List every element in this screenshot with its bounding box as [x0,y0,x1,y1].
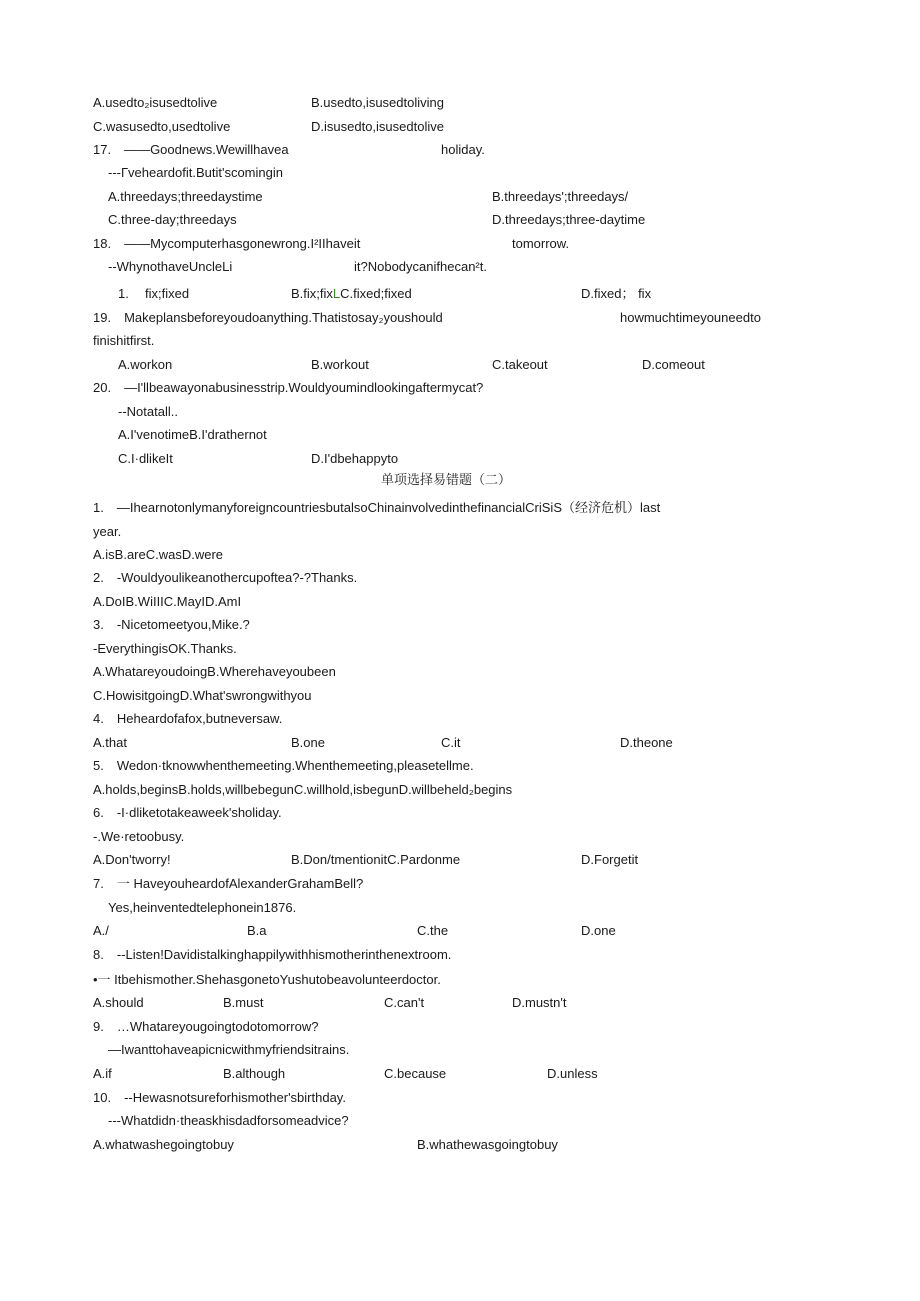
s-question-9-option-c: C.because [384,1066,447,1081]
question-18-reply-end: it?Nobodycanifhecan²t. [354,259,487,274]
s-question-10-option-b: B.whathewasgoingtobuy [417,1137,558,1152]
s-question-5-stem: 5. Wedon·tknowwhenthemeeting.Whenthemeeting,pleasetellme. [93,758,474,773]
question-18-reply: --WhynothaveUncleLi [108,259,233,274]
s-question-9-option-d: D.unless [547,1066,598,1081]
s-question-10-stem: 10. --Hewasnotsureforhismother'sbirthday. [93,1090,346,1105]
s-question-2-options: A.DoIB.WiIIIC.MayID.AmI [93,594,242,609]
question-17-stem: 17. ——Goodnews.Wewillhavea [93,142,289,157]
option-c-text: C.fixed;fixed [340,286,412,301]
s-question-10-reply: ---Whatdidn·theaskhisdadforsomeadvice? [108,1113,349,1128]
question-20-options-ab: A.I'venotimeB.I'drathernot [118,427,267,442]
question-18-option-b [291,286,412,302]
question-18-number: 1. [118,286,129,301]
question-19-option-a: A.workon [118,357,173,372]
question-20-option-d: D.I'dbehappyto [311,451,399,466]
s-question-2-stem: 2. -Wouldyoulikeanothercupoftea?-?Thanks. [93,570,358,585]
s-question-5-options: A.holds,beginsB.holds,willbebegunC.willhold,isbegunD.willbeheld₂begins [93,782,513,797]
question-19-option-b: B.workout [311,357,369,372]
s-question-3-options-cd: C.HowisitgoingD.What'swrongwithyou [93,688,312,703]
question-20-stem: 20. —I'llbeawayonabusinesstrip.Wouldyoumindlookingaftermycat? [93,380,484,395]
s-question-8-stem: 8. --Listen!Davidistalkinghappilywithhismotherinthenextroom. [93,947,452,962]
s-question-7-option-c: C.the [417,923,449,938]
question-17-option-a: A.threedays;threedaystime [108,189,263,204]
s-question-1-stem-cont: year. [93,524,122,539]
s-question-9-option-b: B.although [223,1066,286,1081]
question-17-option-c: C.three-day;threedays [108,212,237,227]
question-19-stem: 19. Makeplansbeforeyoudoanything.Thatistosay₂youshould [93,310,443,325]
s-question-7-option-b: B.a [247,923,267,938]
s-question-8-reply: •一 Itbehismother.ShehasgonetoYushutobeavolunteerdoctor. [93,972,441,987]
s-question-10-option-a: A.whatwashegoingtobuy [93,1137,234,1152]
s-question-6-options-bc: B.Don/tmentionitC.Pardonme [291,852,461,867]
section-title: 单项选择易错题（二） [381,473,512,488]
s-question-9-option-a: A.if [93,1066,112,1081]
s-question-4-option-c: C.it [441,735,461,750]
s-question-4-option-d: D.theone [620,735,673,750]
question-17-option-d: D.threedays;three-daytime [492,212,646,227]
s-question-3-options-ab: A.WhatareyoudoingB.Wherehaveyoubeen [93,664,336,679]
s-question-7-reply: Yes,heinventedtelephonein1876. [108,900,297,915]
question-20-reply: --Notatall.. [118,404,178,419]
s-question-4-option-a: A.that [93,735,127,750]
question-19-stem-cont: finishitfirst. [93,333,155,348]
option-a: A.usedto₂isusedtolive [93,95,218,110]
question-18-option-a: fix;fixed [145,286,190,301]
question-17-reply: ---Гveheardofit.Butit'scomingin [108,165,283,180]
s-question-6-reply: -.We·retoobusy. [93,829,185,844]
s-question-4-option-b: B.one [291,735,325,750]
s-question-4-stem: 4. Heheardofafox,butneversaw. [93,711,283,726]
question-20-option-c: C.I·dlikeIt [118,451,173,466]
question-19-stem-end: howmuchtimeyouneedto [620,310,761,325]
option-c: C.wasusedto,usedtolive [93,119,231,134]
s-question-7-option-a: A./ [93,923,109,938]
s-question-6-option-a: A.Don'tworry! [93,852,171,867]
s-question-8-option-a: A.should [93,995,144,1010]
s-question-7-option-d: D.one [581,923,616,938]
s-question-1-options: A.isB.areC.wasD.were [93,547,224,562]
option-b-mark: L [332,286,341,301]
s-question-9-reply: —Iwanttohaveapicnicwithmyfriendsitrains. [108,1042,350,1057]
s-question-3-reply: -EverythingisOK.Thanks. [93,641,237,656]
s-question-6-stem: 6. -I·dliketotakeaweek'sholiday. [93,805,282,820]
question-18-option-d: D.fixed； fix [581,286,652,301]
option-b-text: B.fix;fix [291,286,333,301]
s-question-6-option-d: D.Forgetit [581,852,639,867]
question-19-option-c: C.takeout [492,357,548,372]
option-b: B.usedto,isusedtoliving [311,95,444,110]
s-question-8-option-d: D.mustn't [512,995,567,1010]
s-question-1-stem: 1. —IhearnotonlymanyforeigncountriesbutalsoChinainvolvedinthefinancialCriSiS（经济危机）last [93,500,661,515]
question-18-stem-end: tomorrow. [512,236,570,251]
question-18-stem: 18. ——Mycomputerhasgonewrong.I²IIhaveit [93,236,361,251]
option-d: D.isusedto,isusedtolive [311,119,444,134]
question-17-stem-end: holiday. [441,142,485,157]
question-17-option-b: B.threedays';threedays/ [492,189,629,204]
question-19-option-d: D.comeout [642,357,705,372]
s-question-3-stem: 3. -Nicetomeetyou,Mike.? [93,617,250,632]
s-question-8-option-b: B.must [223,995,264,1010]
s-question-9-stem: 9. …Whatareyougoingtodotomorrow? [93,1019,319,1034]
s-question-7-stem: 7. 一 HaveyouheardofAlexanderGrahamBell? [93,876,364,891]
s-question-8-option-c: C.can't [384,995,425,1010]
